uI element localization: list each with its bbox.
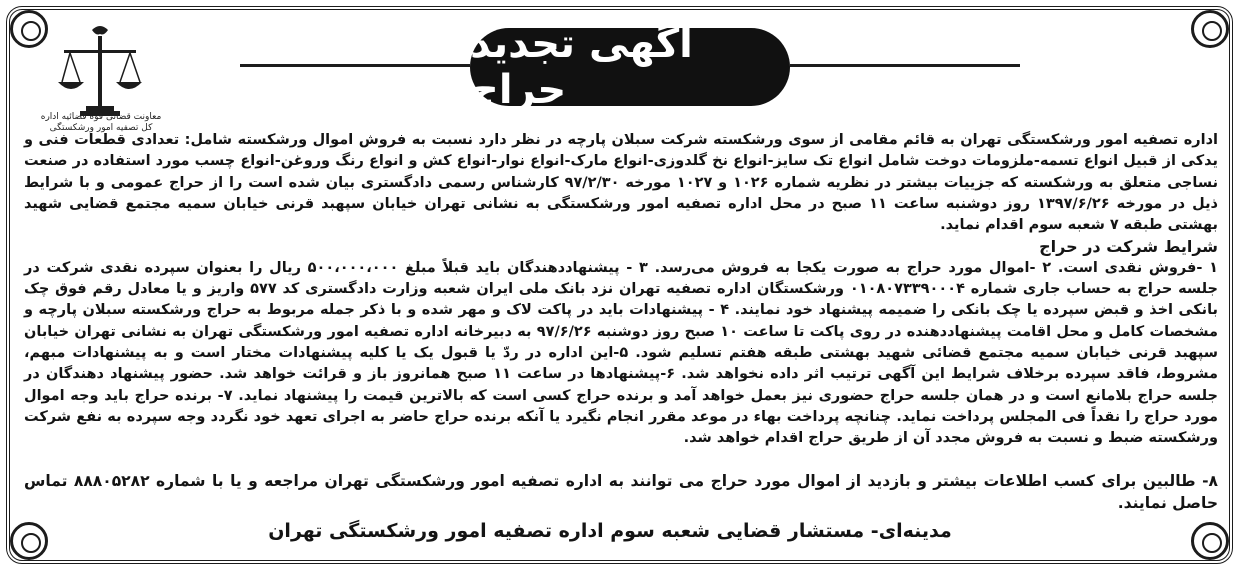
corner-ornament	[10, 522, 48, 560]
corner-ornament	[1191, 10, 1229, 48]
intro-paragraph	[24, 130, 1218, 236]
contact-line: ۸- طالبین برای کسب اطلاعات بیشتر و بازدید از اموال مورد حراج می توانند به اداره تصفیه امور ورشکستگی تهران مراجعه و یا با شماره ۸۸۸۰۵۲۸۲ تماس حاصل نمایند.	[24, 472, 1218, 512]
emblem-caption: معاونت قضائی قوه قضائیه اداره کل تصفیه امور ورشکستگی	[40, 112, 162, 133]
signature-line: مدینه‌ای- مستشار قضایی شعبه سوم اداره تصفیه امور ورشکستگی تهران	[268, 520, 952, 542]
corner-ornament	[10, 10, 48, 48]
section-title: شرایط شرکت در حراج	[1039, 237, 1218, 257]
announcement-body	[24, 130, 1218, 470]
title-banner	[470, 21, 790, 113]
intro-text: به قائم مقامی از سوی ورشکسته شرکت سبلان پارچه در نظر دارد نسبت به فروش اموال ورشکسته شامل: تعدادی قطعات فنی و یدکی از قبیل انواع تسمه-ملزومات دوخت شامل انواع تک سایز-انواع نخ گلدوزی-انواع مارک-انواع نوار-انواع کش و انواع رنگ وروغن-انواع چسب مورد استفاده در صنعت نساجی متعلق به ورشکسته که جزییات بیشتر در نظریه شماره ۱۰۲۶ و ۱۰۲۷ مورخه ۹۷/۲/۳۰ کارشناس رسمی دادگستری بیان شده است را از حراج عمومی و با شرایط ذیل در مورخه ۱۳۹۷/۶/۲۶ روز دوشنبه ساعت ۱۱ صبح در محل اداره تصفیه امور ورشکستگی به نشانی تهران خیابان سپهبد قرنی خیابان سمیه مجتمع قضایی شهید بهشتی طبقه ۷ شعبه سوم اقدام نماید.	[24, 132, 1219, 234]
issuer-name: اداره تصفیه امور ورشکستگی تهران	[960, 132, 1218, 148]
page-title: آگهی تجدید حراج	[470, 21, 693, 113]
corner-ornament	[1191, 522, 1229, 560]
conditions-text: ۱ -فروش نقدی است. ۲ -اموال مورد حراج به صورت یکجا به فروش می‌رسد. ۳ - پیشنهاددهندگان باید قبلاً مبلغ ۵۰۰،۰۰۰،۰۰۰ ریال را بعنوان سپرده نقدی شرکت در جلسه حراج به حساب جاری شماره ۰۱۰۸۰۷۳۳۹۰۰۰۴ ورشکستگان اداره تصفیه تهران نزد بانک ملی ایران شعبه وزارت دادگستری کد ۵۷۷ واریز و یا معادل رقم فوق چک بانکی اخذ و قبض سپرده یا چک بانکی را ضمیمه پیشنهاد خود نمایند. ۴ - پیشنهادات باید در پاکت لاک و مهر شده و با ذکر جمله مربوط به حراج ورشکسته سبلان پارچه و مشخصات کامل و محل اقامت پیشنهاددهنده در روی پاکت تا ساعت ۱۰ صبح روز دوشنبه ۹۷/۶/۲۶ به دبیرخانه اداره تصفیه امور ورشکستگی تهران به نشانی تهران خیابان سپهبد قرنی خیابان سمیه مجتمع قضائی شهید بهشتی طبقه هفتم تسلیم شود. ۵-این اداره در ردّ یا قبول یک یا کلیه پیشنهادات مختار است و به پیشنهادات مبهم، مشروط، فاقد سپرده برخلاف شرایط این آگهی ترتیب اثر داده نخواهد شد. ۶-پیشنهادها در ساعت ۱۱ صبح همانروز باز و قرائت خواهد شد. حضور پیشنهاد دهندگان در جلسه حراج بلامانع است و در همان جلسه حراج حضوری نیز بعمل خواهد آمد و برنده حراج کسی است که بالاترین قیمت را پیشنهاد نماید. ۷- برنده حراج باید وجه اموال مورد حراج را نقداً فی المجلس پرداخت نماید. چنانچه پرداخت بهاء در موعد مقرر انجام نگیرد یا آنکه برنده حراج حاضر به اجرای تعهد خود نگردد وجه سپرده به نفع شرکت ورشکسته ضبط و نسبت به فروش مجدد آن از طریق حراج اقدام خواهد شد.	[24, 259, 1219, 447]
